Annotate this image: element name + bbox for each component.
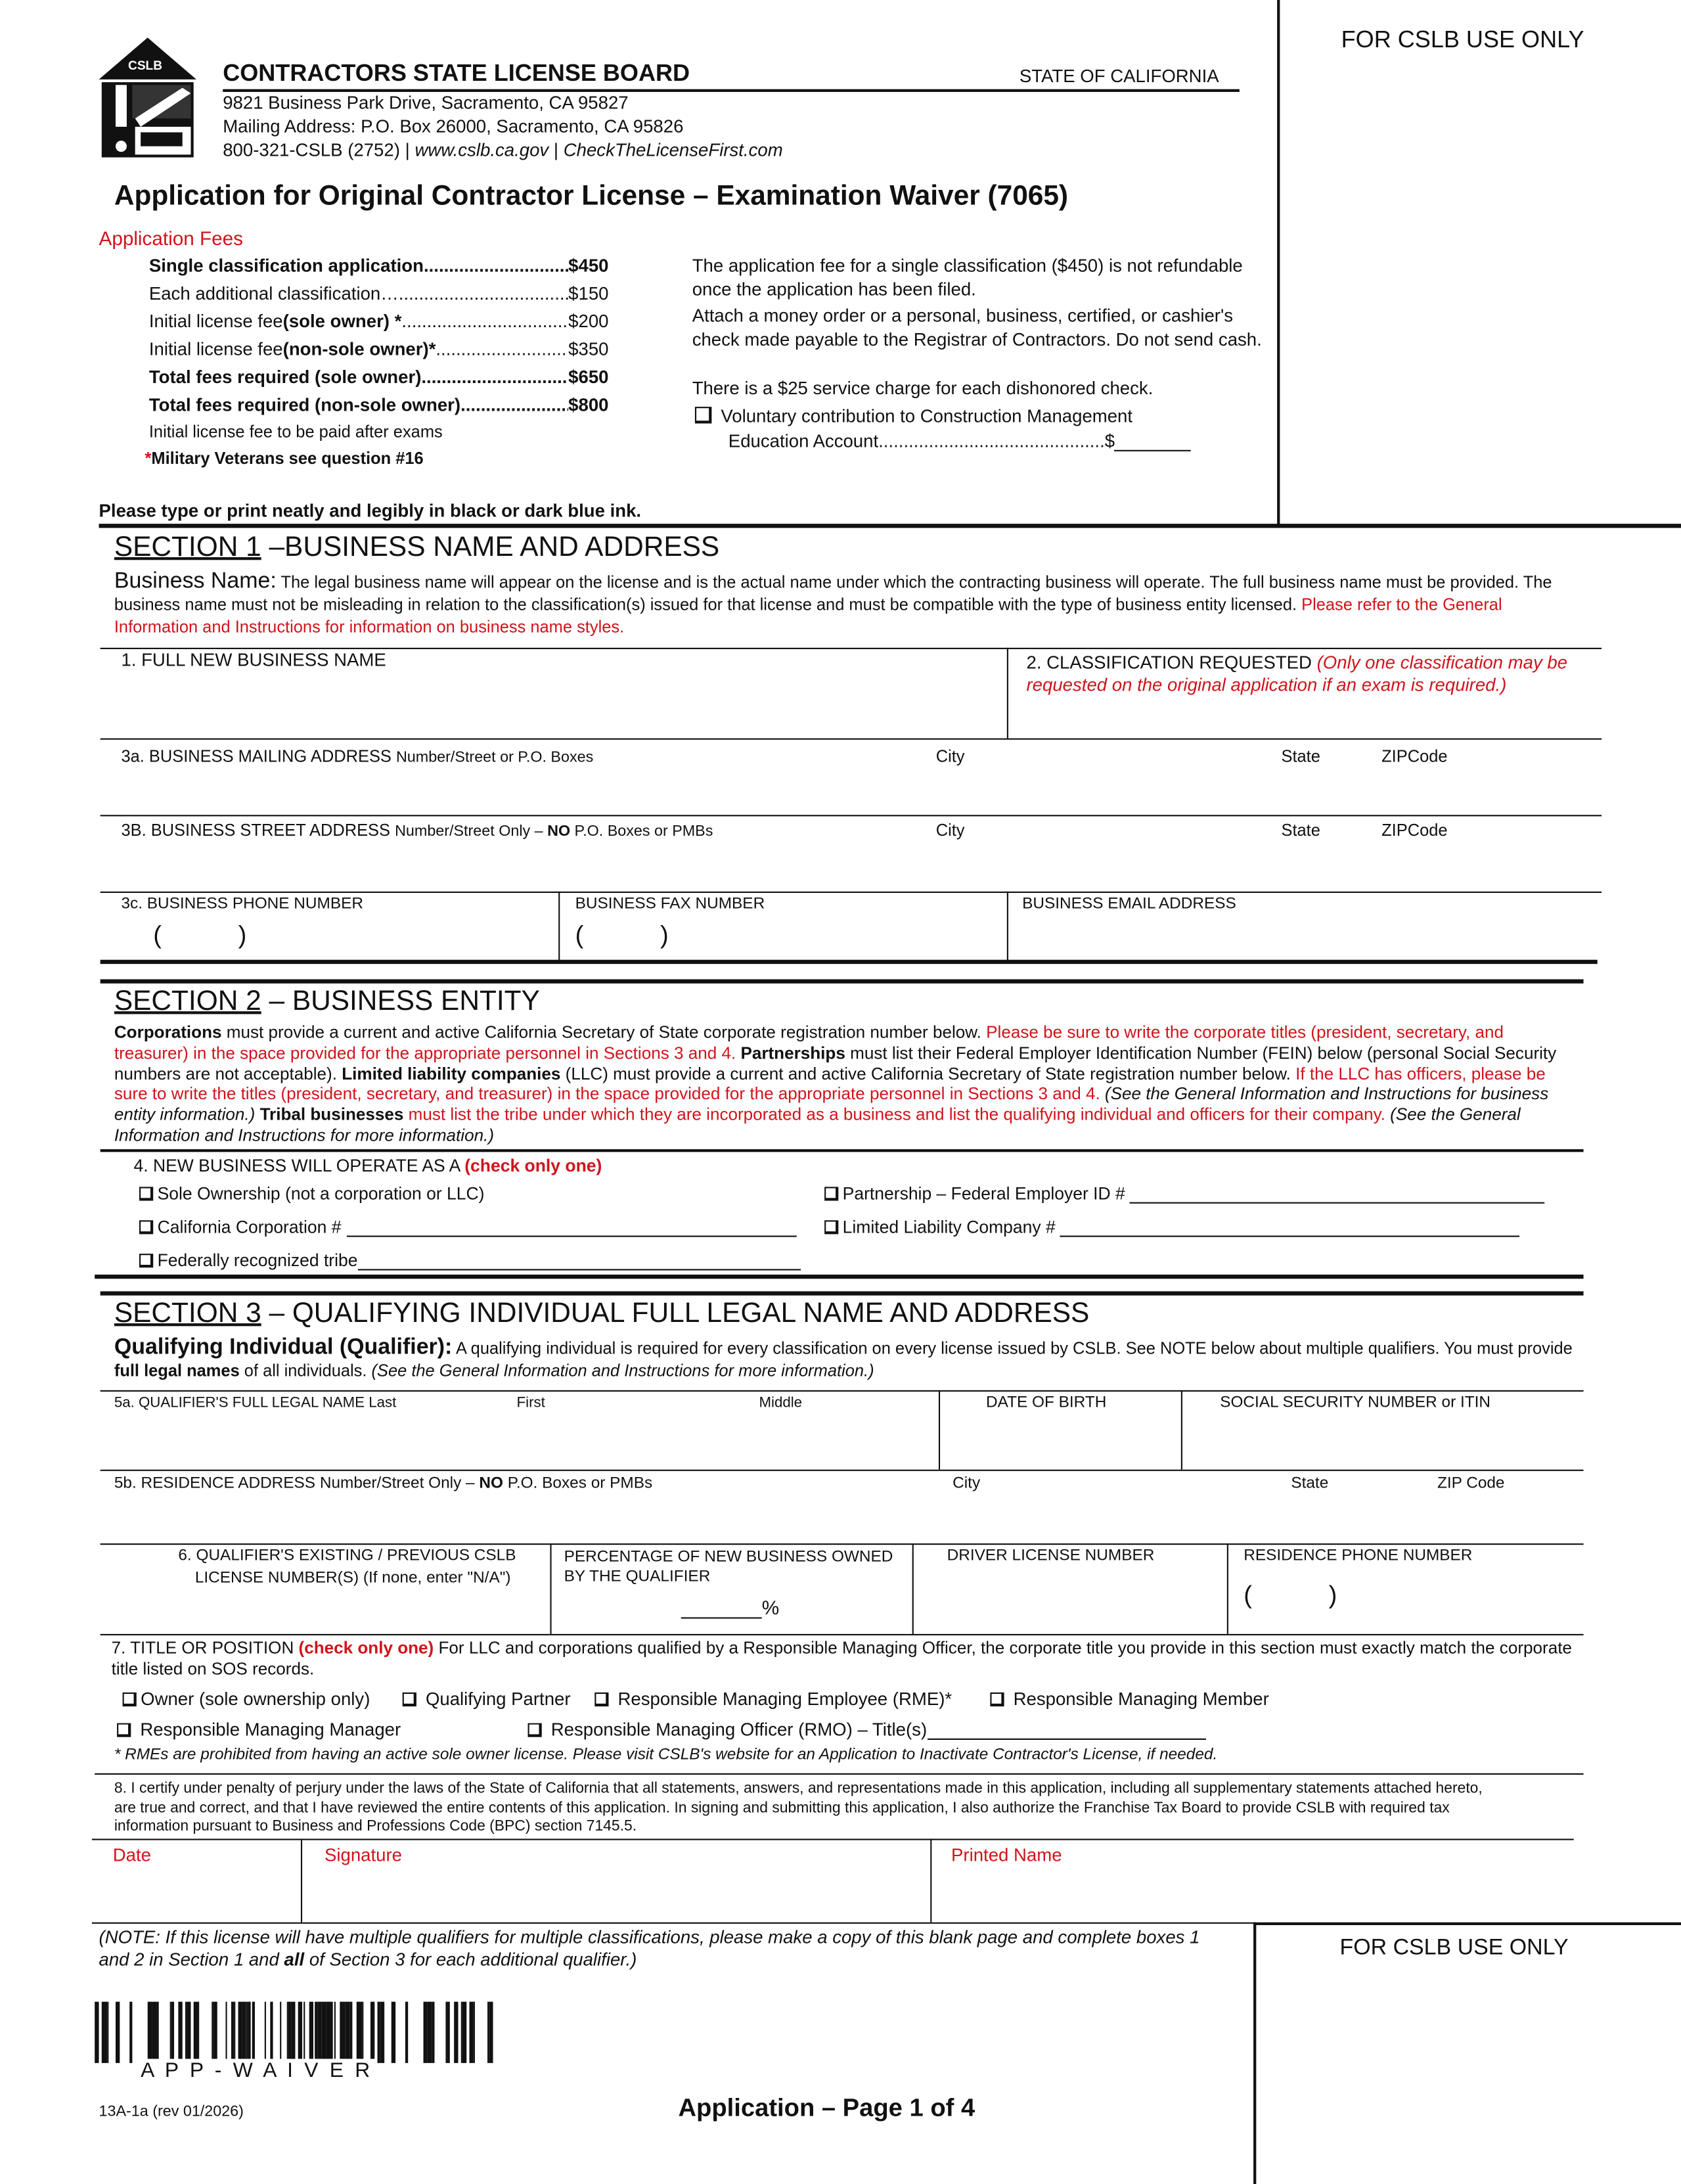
- rme-note: * RMEs are prohibited from having an active sole owner license. Please visit CSLB's website for an Application to Inactivate Contractor's License, if needed.: [114, 1746, 1218, 1764]
- rule: [101, 1390, 1584, 1392]
- rule: [930, 1839, 931, 1922]
- title-qualifying-partner[interactable]: Qualifying Partner: [403, 1689, 571, 1710]
- rule: [550, 1543, 551, 1634]
- business-email-label: BUSINESS EMAIL ADDRESS: [1022, 896, 1236, 913]
- form-title: Application for Original Contractor License – Examination Waiver (7065): [114, 181, 1069, 212]
- barcode-bar: [291, 2002, 295, 2063]
- title-position-label: 7. TITLE OR POSITION (check only one) For LLC and corporations qualified by a Responsible Managing Officer, the corporate title you provide in this section must exactly match the corporate title listed on SOS records.: [111, 1638, 1572, 1679]
- barcode-bar: [303, 2002, 305, 2063]
- barcode-bar: [116, 2002, 120, 2063]
- rule: [1181, 1390, 1182, 1470]
- barcode-bar: [309, 2002, 313, 2063]
- city-label: City: [935, 820, 965, 840]
- rule: [95, 1275, 1583, 1279]
- cslb-logo: [99, 37, 196, 157]
- rule: [101, 815, 1602, 816]
- check-license-link[interactable]: CheckTheLicenseFirst.com: [563, 139, 783, 160]
- business-phone-input[interactable]: ( ): [153, 921, 247, 949]
- mailing-address: Mailing Address: P.O. Box 26000, Sacramento, CA 95826: [223, 115, 684, 137]
- fee-row: Initial license fee (non-sole owner)* ..... $350: [149, 338, 609, 359]
- title-rmm[interactable]: Responsible Managing Member: [990, 1689, 1268, 1710]
- classification-label: 2. CLASSIFICATION REQUESTED (Only one classification may be requested on the original application if an exam is required.): [1026, 652, 1568, 695]
- section-3-heading: SECTION 3 – QUALIFYING INDIVIDUAL FULL LEGAL NAME AND ADDRESS: [114, 1298, 1090, 1329]
- title-rme[interactable]: Responsible Managing Employee (RME)*: [594, 1689, 952, 1710]
- date-field[interactable]: Date: [112, 1844, 151, 1865]
- barcode-bar: [474, 2002, 475, 2063]
- rule: [95, 1773, 1583, 1775]
- phone: 800-321-CSLB (2752): [223, 139, 400, 160]
- refund-note: The application fee for a single classification ($450) is not refundable once the application has been filed.: [692, 254, 1243, 299]
- street-address-label: 3B. BUSINESS STREET ADDRESS Number/Street Only – NO P.O. Boxes or PMBs: [121, 820, 713, 840]
- barcode-bar: [405, 2002, 408, 2063]
- rule: [939, 1390, 940, 1470]
- title-rmo[interactable]: Responsible Managing Officer (RMO) – Title(s): [528, 1719, 1206, 1740]
- checkbox[interactable]: [117, 1723, 131, 1737]
- fee-row: Single classification application ..... $450: [149, 255, 609, 276]
- form-number: 13A-1a (rev 01/2026): [99, 2103, 244, 2120]
- barcode-bar: [330, 2002, 332, 2063]
- middle-name-label: Middle: [759, 1394, 803, 1411]
- barcode-bar: [280, 2002, 281, 2063]
- rule: [558, 892, 560, 961]
- barcode-bar: [187, 2002, 191, 2063]
- contribution-amount-input[interactable]: [1115, 430, 1192, 451]
- fee-row: Total fees required (sole owner) ..... $650: [149, 367, 609, 388]
- zip-label: ZIPCode: [1381, 820, 1448, 840]
- barcode-bar: [489, 2002, 493, 2063]
- certification-statement: 8. I certify under penalty of perjury under the laws of the State of California that all statements, answers, and representations made in this application, including all supplementary statements attached hereto, are true and correct, and that I have reviewed the entire contents of this application. In signing and submitting this application, I also authorize the Franchise Tax Board to provide CSLB with required tax information pursuant to Business and Professions Code (BPC) section 7145.5.: [114, 1780, 1483, 1835]
- checkbox[interactable]: [139, 1220, 153, 1234]
- license-number-label: 6. QUALIFIER'S EXISTING / PREVIOUS CSLB: [178, 1547, 516, 1564]
- barcode-bar: [129, 2002, 132, 2063]
- rule: [101, 1149, 1584, 1152]
- barcode-bar: [225, 2002, 227, 2063]
- checkbox[interactable]: [990, 1693, 1004, 1706]
- tribe-input[interactable]: [358, 1251, 801, 1271]
- barcode-bar: [270, 2002, 273, 2063]
- rule: [101, 960, 1598, 964]
- business-fax-label: BUSINESS FAX NUMBER: [575, 896, 765, 913]
- corporation-number-input[interactable]: [346, 1217, 796, 1237]
- multiple-qualifiers-note: (NOTE: If this license will have multiple qualifiers for multiple classifications, please make a copy of this blank page and complete boxes 1 and 2 in Section 1 and all of Section 3 for each additional qualifier.): [99, 1926, 1200, 1970]
- fee-row: Each additional classification… ..... $150: [149, 283, 609, 304]
- checkbox[interactable]: [528, 1723, 542, 1737]
- for-cslb-use-only-footer: FOR CSLB USE ONLY: [1339, 1936, 1569, 1960]
- first-name-label: First: [516, 1394, 545, 1411]
- barcode-bar: [370, 2002, 374, 2063]
- barcode-bar: [298, 2002, 302, 2063]
- veterans-note: *Military Veterans see question #16: [145, 448, 424, 468]
- barcode-text: A P P - W A I V E R: [138, 2059, 376, 2083]
- business-name-instructions: Business Name: The legal business name will appear on the license and is the actual name under which the contracting business will operate. The full business name must be provided. The business name must not be misleading in relation to the classification(s) issued for that license and must be compatible with the type of business entity licensed. Please refer to the General Information and Instructions for information on business name styles.: [114, 570, 1552, 637]
- license-number-label-2: LICENSE NUMBER(S) (If none, enter "N/A"): [194, 1570, 511, 1587]
- barcode: [92, 2002, 497, 2063]
- barcode-bar: [362, 2002, 363, 2063]
- rule: [101, 979, 1584, 983]
- voluntary-checkbox[interactable]: [695, 407, 711, 423]
- street-address: 9821 Business Park Drive, Sacramento, CA 95827: [223, 91, 629, 113]
- ssn-label: SOCIAL SECURITY NUMBER or ITIN: [1220, 1394, 1491, 1411]
- rule: [101, 1291, 1584, 1295]
- education-account: Education Account.............................................$: [728, 430, 1192, 451]
- zip-label: ZIP Code: [1437, 1475, 1505, 1492]
- barcode-bar: [349, 2002, 352, 2063]
- business-phone-label: 3c. BUSINESS PHONE NUMBER: [121, 896, 363, 913]
- business-entity-instructions: Corporations must provide a current and active California Secretary of State corporate registration number below. Please be sure to write the corporate titles (president, secretary, and treasurer) in the space provided for the appropriate personnel in Sections 3 and 4. Partnerships must list their Federal Employer Identification Number (FEIN) below (personal Social Security numbers are not acceptable). Limited liability companies (LLC) must provide a current and active California Secretary of State registration number below. If the LLC has officers, please be sure to write the titles (president, secretary, and treasurer) in the space provided for the appropriate personnel in Sections 3 and 4. (See the General Information and Instructions for business entity information.) Tribal businesses must list the tribe under which they are incorporated as a business and list the qualifying individual and officers for their company. (See the General Information and Instructions for more information.): [114, 1022, 1557, 1145]
- option-llc[interactable]: Limited Liability Company #: [824, 1217, 1520, 1237]
- fees-heading: Application Fees: [99, 227, 243, 250]
- section-1-heading: SECTION 1 –BUSINESS NAME AND ADDRESS: [114, 532, 720, 563]
- barcode-bar: [454, 2002, 458, 2063]
- rule: [1007, 892, 1008, 961]
- barcode-bar: [392, 2002, 395, 2063]
- voluntary-contribution: Voluntary contribution to Construction Management: [695, 405, 1132, 426]
- website-link[interactable]: www.cslb.ca.gov: [415, 139, 549, 160]
- barcode-bar: [156, 2002, 158, 2063]
- rule: [101, 1543, 1584, 1545]
- option-partnership[interactable]: Partnership – Federal Employer ID #: [824, 1184, 1545, 1204]
- zip-label: ZIPCode: [1381, 746, 1448, 767]
- checkbox[interactable]: [594, 1693, 608, 1706]
- city-label: City: [935, 746, 965, 767]
- printed-name-field[interactable]: Printed Name: [951, 1844, 1062, 1865]
- full-business-name-label: 1. FULL NEW BUSINESS NAME: [121, 648, 386, 670]
- fee-row: Initial license fee (sole owner) * ..... $200: [149, 311, 609, 332]
- checkbox[interactable]: [403, 1693, 416, 1706]
- rule: [1227, 1543, 1228, 1634]
- rule: [101, 1634, 1584, 1635]
- fee-row: Total fees required (non-sole owner) ..... $800: [149, 394, 609, 415]
- dishonored-note: There is a $25 service charge for each dishonored check.: [692, 377, 1154, 399]
- business-type-label: 4. NEW BUSINESS WILL OPERATE AS A (check only one): [133, 1156, 602, 1176]
- state-label: State: [1281, 746, 1320, 767]
- checkbox[interactable]: [139, 1254, 153, 1267]
- option-sole-ownership[interactable]: Sole Ownership (not a corporation or LLC): [139, 1184, 484, 1204]
- state-label: State: [1281, 820, 1320, 840]
- city-label: City: [953, 1475, 981, 1492]
- option-tribe[interactable]: Federally recognized tribe: [139, 1251, 801, 1271]
- separator: |: [405, 139, 410, 160]
- rule: [1007, 648, 1008, 739]
- state-name: STATE OF CALIFORNIA: [1019, 65, 1219, 87]
- title-rm-manager[interactable]: Responsible Managing Manager: [117, 1719, 401, 1740]
- ink-note: Please type or print neatly and legibly in black or dark blue ink.: [99, 500, 642, 521]
- barcode-bar: [334, 2002, 336, 2063]
- residence-phone-label: RESIDENCE PHONE NUMBER: [1244, 1547, 1473, 1564]
- ownership-percentage-label: PERCENTAGE OF NEW BUSINESS OWNED BY THE QUALIFIER: [564, 1549, 893, 1585]
- driver-license-label: DRIVER LICENSE NUMBER: [947, 1547, 1155, 1564]
- separator: |: [553, 139, 559, 160]
- barcode-bar: [178, 2002, 182, 2063]
- fein-input[interactable]: [1130, 1184, 1545, 1204]
- barcode-bar: [462, 2002, 466, 2063]
- rule: [301, 1839, 302, 1922]
- qualifier-name-label: 5a. QUALIFIER'S FULL LEGAL NAME Last: [114, 1394, 397, 1411]
- checkbox[interactable]: [824, 1187, 838, 1200]
- barcode-bar: [213, 2002, 217, 2063]
- residence-address-label: 5b. RESIDENCE ADDRESS Number/Street Only – NO P.O. Boxes or PMBs: [114, 1475, 653, 1492]
- barcode-bar: [171, 2002, 174, 2063]
- rule: [92, 1922, 1256, 1924]
- cslb-box-divider: [1277, 0, 1280, 526]
- rule: [101, 1470, 1584, 1471]
- payment-note: Attach a money order or a personal, business, certified, or cashier's check made payable to the Registrar of Contractors. Do not send cash.: [692, 305, 1262, 350]
- page-number: Application – Page 1 of 4: [678, 2093, 975, 2122]
- section-2-heading: SECTION 2 – BUSINESS ENTITY: [114, 986, 540, 1017]
- rule: [1253, 1922, 1681, 1925]
- barcode-bar: [198, 2002, 199, 2063]
- ownership-percentage-input[interactable]: %: [681, 1597, 779, 1619]
- dob-label: DATE OF BIRTH: [986, 1394, 1107, 1411]
- logo-text: CSLB: [128, 58, 162, 73]
- qualifier-instructions: Qualifying Individual (Qualifier): A qualifying individual is required for every classification on every license issued by CSLB. See NOTE below about multiple qualifiers. You must provide full legal names of all individuals. (See the General Information and Instructions for more information.): [114, 1336, 1573, 1381]
- barcode-bar: [95, 2002, 99, 2063]
- title-owner[interactable]: Owner (sole ownership only): [123, 1689, 370, 1710]
- mailing-address-label: 3a. BUSINESS MAILING ADDRESS Number/Street or P.O. Boxes: [121, 746, 594, 767]
- barcode-bar: [107, 2002, 108, 2063]
- residence-phone-input[interactable]: ( ): [1244, 1581, 1337, 1609]
- option-california-corporation[interactable]: California Corporation #: [139, 1217, 796, 1237]
- rule: [101, 892, 1602, 893]
- rmo-title-input[interactable]: [927, 1720, 1205, 1740]
- checkbox[interactable]: [123, 1693, 137, 1706]
- rule: [92, 1839, 1574, 1840]
- barcode-bar: [252, 2002, 255, 2063]
- barcode-bar: [234, 2002, 235, 2063]
- fee-note: Initial license fee to be paid after exams: [148, 422, 443, 442]
- org-name: CONTRACTORS STATE LICENSE BOARD: [223, 60, 690, 87]
- for-cslb-use-only: FOR CSLB USE ONLY: [1341, 26, 1584, 53]
- checkbox[interactable]: [139, 1187, 153, 1200]
- section-rule: [99, 524, 1681, 528]
- barcode-bar: [248, 2002, 250, 2063]
- rule: [101, 739, 1602, 740]
- signature-field[interactable]: Signature: [324, 1844, 402, 1865]
- barcode-bar: [383, 2002, 384, 2063]
- barcode-bar: [265, 2002, 266, 2063]
- checkbox[interactable]: [824, 1220, 838, 1234]
- barcode-bar: [432, 2002, 434, 2063]
- rule: [1253, 1922, 1256, 2184]
- state-label: State: [1291, 1475, 1329, 1492]
- contact-line: [223, 139, 782, 160]
- business-fax-input[interactable]: ( ): [575, 921, 669, 949]
- barcode-bar: [447, 2002, 450, 2063]
- rule: [912, 1543, 914, 1634]
- llc-number-input[interactable]: [1060, 1217, 1520, 1237]
